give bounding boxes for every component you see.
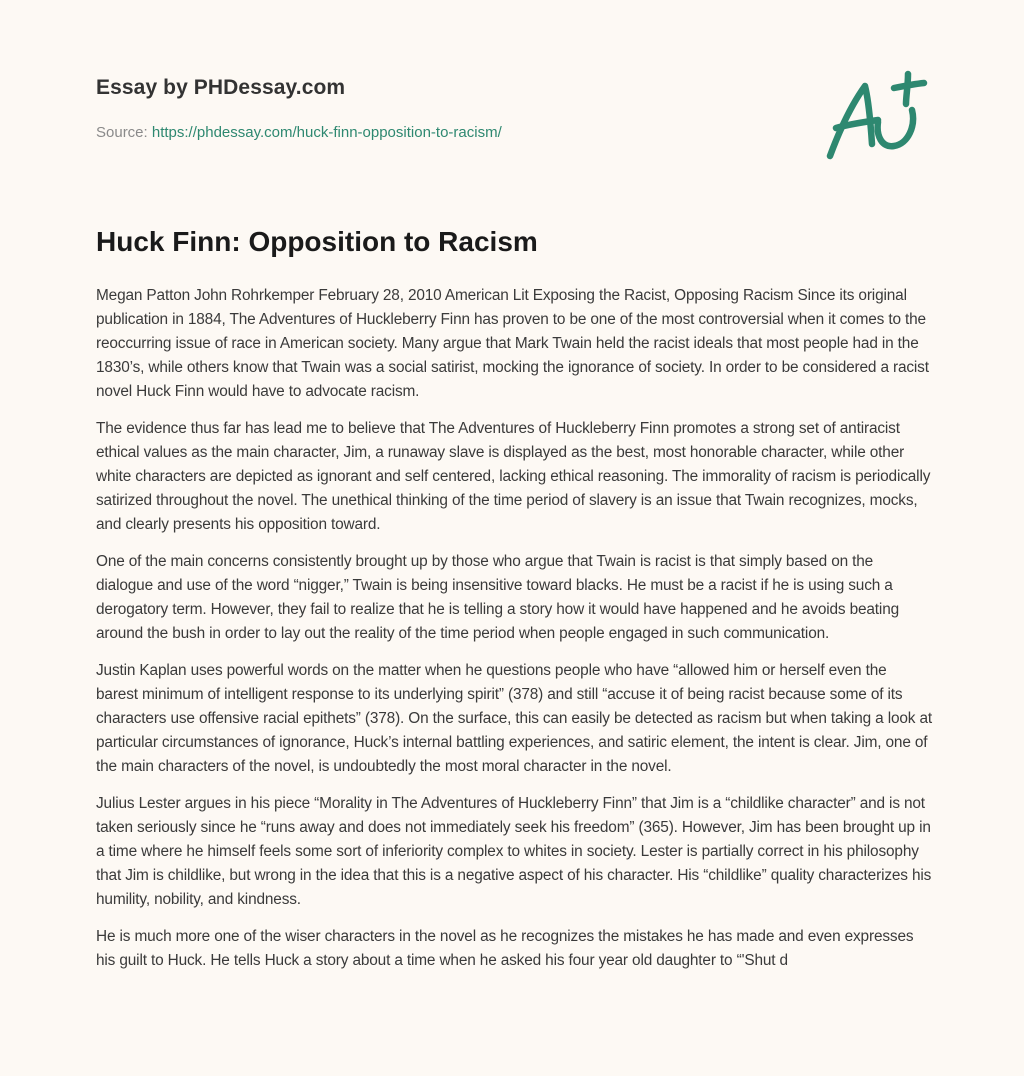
- paragraph: He is much more one of the wiser characters in the novel as he recognizes the mistakes he has made and even expresses his guilt to Huck. He tells Huck a story about a time when he asked his four year old daughter to “'Shut d: [96, 928, 914, 969]
- essay-body: [96, 284, 932, 986]
- paragraph: Justin Kaplan uses powerful words on the matter when he questions people who have “allowed him or herself even the barest minimum of intelligent response to its underlying spirit” (378) and still “accuse it of being racist because some of its characters use offensive racial epithets” (378). On the surface, this can easily be detected as racism but when taking a look at particular circumstances of ignorance, Huck’s internal battling experiences, and satiric element, the intent is clear. Jim, one of the main characters of the novel, is undoubtedly the most moral character in the novel.: [96, 662, 933, 775]
- paragraph: Megan Patton John Rohrkemper February 28, 2010 American Lit Exposing the Racist, Opposing Racism Since its original publication in 1884, The Adventures of Huckleberry Finn has proven to be one of the most controversial when it comes to the reoccurring issue of race in American society. Many argue that Mark Twain held the racist ideals that most people had in the 1830’s, while others know that Twain was a social satirist, mocking the ignorance of society. In order to be considered a racist novel Huck Finn would have to advocate racism.: [96, 287, 929, 400]
- a-plus-grade-icon: [820, 64, 930, 164]
- paragraph: One of the main concerns consistently brought up by those who argue that Twain is racist is that simply based on the dialogue and use of the word “nigger,” Twain is being insensitive toward blacks. He must be a racist if he is using such a derogatory term. However, they fail to realize that he is telling a story how it would have happened and he avoids beating around the bush in order to lay out the reality of the time period when people engaged in such communication.: [96, 553, 900, 642]
- paragraph: The evidence thus far has lead me to believe that The Adventures of Huckleberry Finn promotes a strong set of antiracist ethical values as the main character, Jim, a runaway slave is displayed as the best, most honorable character, while other white characters are depicted as ignorant and self centered, lacking ethical reasoning. The immorality of racism is periodically satirized throughout the novel. The unethical thinking of the time period of slavery is an issue that Twain recognizes, mocks, and clearly presents his opposition toward.: [96, 420, 931, 533]
- source-link[interactable]: https://phdessay.com/huck-finn-opposition-to-racism/: [151, 124, 502, 141]
- brand-title: Essay by PHDessay.com: [96, 76, 346, 99]
- source-line: [96, 124, 502, 141]
- paragraph: Julius Lester argues in his piece “Morality in The Adventures of Huckleberry Finn” that Jim is a “childlike character” and is not taken seriously since he “runs away and does not immediately seek his freedom” (365). However, Jim has been brought up in a time where he himself feels some sort of inferiority complex to whites in society. Lester is partially correct in his philosophy that Jim is childlike, but wrong in the idea that this is a negative aspect of his character. His “childlike” quality characterizes his humility, nobility, and kindness.: [96, 795, 932, 908]
- site-header: [96, 76, 345, 100]
- page-title: Huck Finn: Opposition to Racism: [96, 226, 538, 257]
- source-label: Source:: [96, 124, 148, 141]
